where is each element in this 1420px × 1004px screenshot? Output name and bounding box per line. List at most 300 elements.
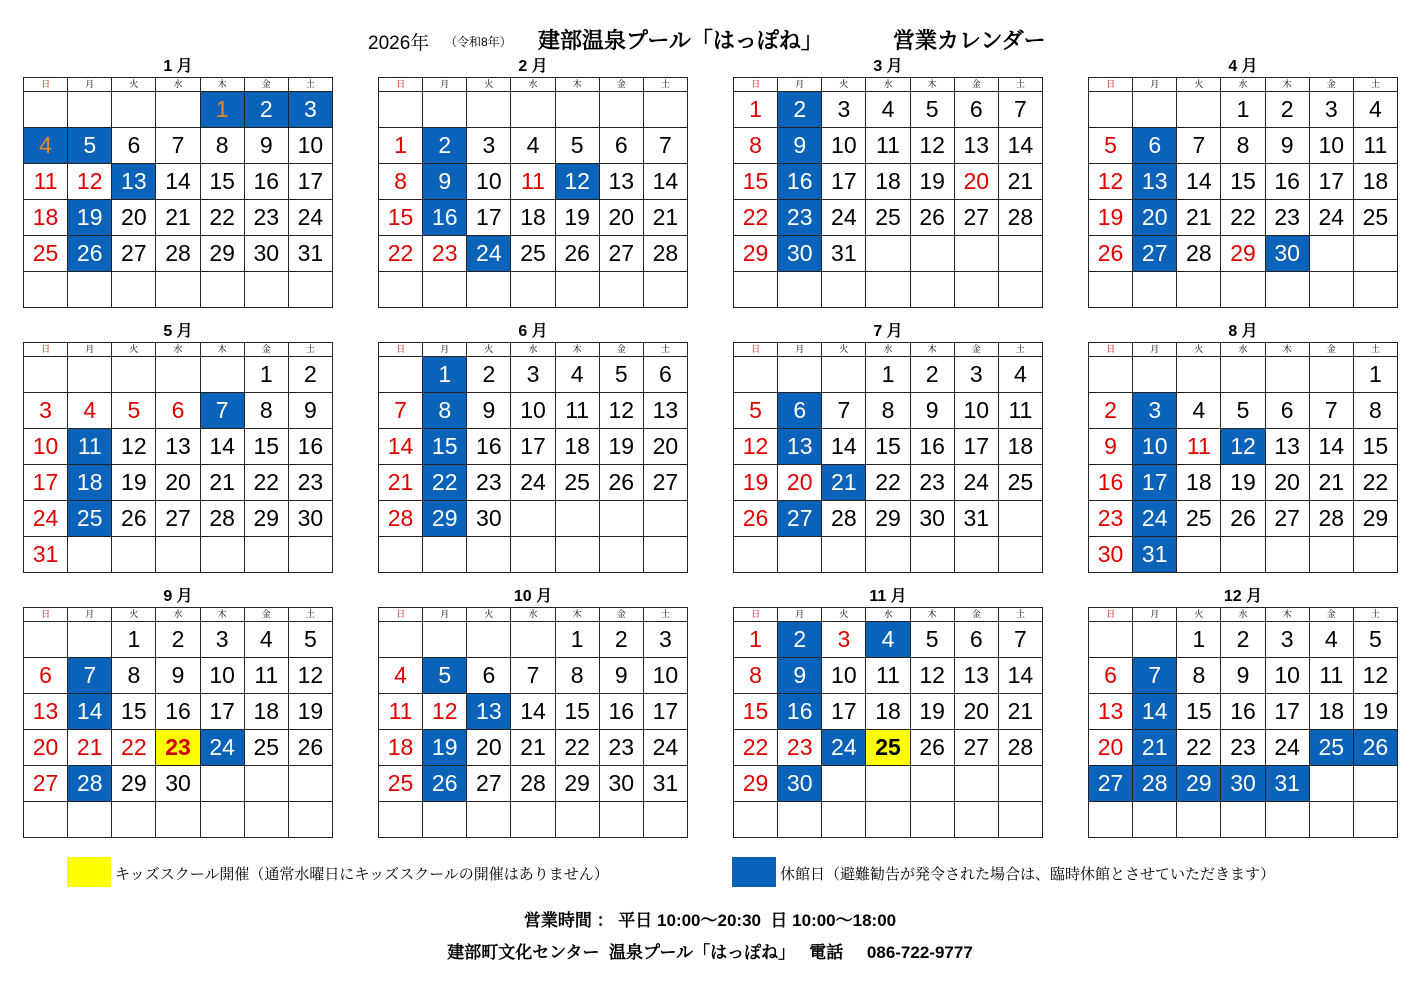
- day-cell: 5: [1089, 128, 1133, 164]
- week-row: [379, 658, 688, 694]
- weekday-header: 土: [1353, 343, 1397, 357]
- week-row: [24, 357, 333, 393]
- day-cell: 28: [998, 730, 1042, 766]
- day-cell: 9: [778, 128, 822, 164]
- day-cell: 24: [1265, 730, 1309, 766]
- week-row: [1089, 393, 1398, 429]
- day-cell: 28: [68, 766, 112, 802]
- day-cell: [288, 537, 332, 573]
- week-row: [734, 92, 1043, 128]
- day-cell: 25: [379, 766, 423, 802]
- day-cell: 8: [1221, 128, 1265, 164]
- day-cell: 2: [778, 92, 822, 128]
- day-cell: 7: [200, 393, 244, 429]
- day-cell: 22: [423, 465, 467, 501]
- day-cell: 25: [1309, 730, 1353, 766]
- day-cell: 20: [1133, 200, 1177, 236]
- day-cell: 25: [68, 501, 112, 537]
- day-cell: 17: [467, 200, 511, 236]
- day-cell: 26: [734, 501, 778, 537]
- day-cell: [778, 537, 822, 573]
- weekday-header: 土: [998, 343, 1042, 357]
- day-cell: 27: [778, 501, 822, 537]
- day-cell: 1: [734, 92, 778, 128]
- day-cell: 5: [910, 92, 954, 128]
- day-cell: 2: [1265, 92, 1309, 128]
- day-cell: 29: [1221, 236, 1265, 272]
- day-cell: 5: [423, 658, 467, 694]
- day-cell: 10: [467, 164, 511, 200]
- weekday-header: 日: [24, 608, 68, 622]
- day-cell: 27: [112, 236, 156, 272]
- day-cell: 24: [467, 236, 511, 272]
- day-cell: 31: [954, 501, 998, 537]
- weekday-header: 水: [511, 343, 555, 357]
- week-row: [1089, 802, 1398, 838]
- weekday-header: 月: [423, 343, 467, 357]
- day-cell: [288, 272, 332, 308]
- weekday-header: 金: [599, 78, 643, 92]
- day-cell: 25: [866, 730, 910, 766]
- day-cell: 8: [1177, 658, 1221, 694]
- day-cell: [68, 92, 112, 128]
- day-cell: 3: [822, 622, 866, 658]
- day-cell: [68, 622, 112, 658]
- day-cell: 31: [1133, 537, 1177, 573]
- day-cell: [734, 537, 778, 573]
- day-cell: 14: [200, 429, 244, 465]
- day-cell: 26: [288, 730, 332, 766]
- day-cell: [822, 357, 866, 393]
- day-cell: 27: [643, 465, 687, 501]
- day-cell: [511, 501, 555, 537]
- month-calendar: [378, 57, 688, 308]
- day-cell: 23: [156, 730, 200, 766]
- day-cell: 6: [1089, 658, 1133, 694]
- day-cell: 27: [1089, 766, 1133, 802]
- weekday-header: 水: [511, 78, 555, 92]
- day-cell: [244, 766, 288, 802]
- day-cell: 10: [822, 128, 866, 164]
- day-cell: 3: [467, 128, 511, 164]
- day-cell: 3: [1133, 393, 1177, 429]
- day-cell: 15: [1353, 429, 1397, 465]
- day-cell: 4: [1353, 92, 1397, 128]
- day-cell: 10: [954, 393, 998, 429]
- week-row: [379, 537, 688, 573]
- weekday-header: 月: [1133, 78, 1177, 92]
- month-title: 3 月: [873, 58, 903, 75]
- day-cell: [68, 537, 112, 573]
- day-cell: 25: [244, 730, 288, 766]
- day-cell: 5: [68, 128, 112, 164]
- week-row: [379, 501, 688, 537]
- day-cell: [643, 501, 687, 537]
- day-cell: 3: [288, 92, 332, 128]
- month-table: [733, 342, 1043, 573]
- day-cell: 24: [1309, 200, 1353, 236]
- day-cell: [511, 802, 555, 838]
- day-cell: 15: [866, 429, 910, 465]
- day-cell: 8: [734, 128, 778, 164]
- day-cell: 9: [1221, 658, 1265, 694]
- weekday-header: 月: [1133, 343, 1177, 357]
- day-cell: 20: [643, 429, 687, 465]
- day-cell: 30: [288, 501, 332, 537]
- day-cell: 12: [288, 658, 332, 694]
- month-title: 6 月: [518, 323, 548, 340]
- day-cell: 16: [1265, 164, 1309, 200]
- weekday-header: 木: [200, 78, 244, 92]
- day-cell: [1177, 537, 1221, 573]
- day-cell: 4: [866, 92, 910, 128]
- day-cell: [778, 802, 822, 838]
- day-cell: 9: [156, 658, 200, 694]
- day-cell: [998, 501, 1042, 537]
- day-cell: [599, 537, 643, 573]
- day-cell: 12: [423, 694, 467, 730]
- day-cell: 9: [599, 658, 643, 694]
- week-row: [379, 802, 688, 838]
- day-cell: 7: [822, 393, 866, 429]
- day-cell: 19: [423, 730, 467, 766]
- day-cell: 18: [379, 730, 423, 766]
- day-cell: [244, 802, 288, 838]
- day-cell: [112, 802, 156, 838]
- day-cell: 28: [998, 200, 1042, 236]
- day-cell: [954, 802, 998, 838]
- day-cell: 8: [555, 658, 599, 694]
- month-table: [733, 77, 1043, 308]
- day-cell: [1221, 357, 1265, 393]
- day-cell: 10: [24, 429, 68, 465]
- day-cell: [24, 802, 68, 838]
- weekday-header: 水: [156, 78, 200, 92]
- day-cell: 22: [866, 465, 910, 501]
- day-cell: 14: [379, 429, 423, 465]
- day-cell: 23: [423, 236, 467, 272]
- day-cell: 30: [1221, 766, 1265, 802]
- weekday-header: 水: [156, 608, 200, 622]
- week-row: [734, 236, 1043, 272]
- day-cell: 22: [244, 465, 288, 501]
- week-row: [24, 236, 333, 272]
- day-cell: [467, 272, 511, 308]
- day-cell: [998, 802, 1042, 838]
- weekday-header: 土: [1353, 78, 1397, 92]
- day-cell: 4: [866, 622, 910, 658]
- day-cell: 22: [1221, 200, 1265, 236]
- day-cell: [423, 622, 467, 658]
- week-row: [379, 272, 688, 308]
- day-cell: [1265, 537, 1309, 573]
- day-cell: 27: [156, 501, 200, 537]
- day-cell: 28: [1177, 236, 1221, 272]
- day-cell: [1221, 802, 1265, 838]
- weekday-header: 月: [423, 608, 467, 622]
- month-title: 5 月: [163, 323, 193, 340]
- month-table: [378, 342, 688, 573]
- weekday-header: 火: [112, 78, 156, 92]
- day-cell: 23: [1221, 730, 1265, 766]
- weekday-header: 水: [156, 343, 200, 357]
- day-cell: 21: [822, 465, 866, 501]
- day-cell: 2: [244, 92, 288, 128]
- day-cell: 26: [1353, 730, 1397, 766]
- day-cell: 22: [734, 730, 778, 766]
- day-cell: 13: [1265, 429, 1309, 465]
- day-cell: 30: [244, 236, 288, 272]
- week-row: [24, 92, 333, 128]
- weekday-header: 月: [423, 78, 467, 92]
- day-cell: 30: [1265, 236, 1309, 272]
- day-cell: [822, 272, 866, 308]
- day-cell: 12: [112, 429, 156, 465]
- weekday-header: 日: [24, 78, 68, 92]
- weekday-header: 日: [734, 608, 778, 622]
- day-cell: 18: [1353, 164, 1397, 200]
- day-cell: 14: [1309, 429, 1353, 465]
- weekday-header: 土: [288, 608, 332, 622]
- day-cell: [734, 802, 778, 838]
- month-calendar: [23, 587, 333, 838]
- day-cell: 3: [954, 357, 998, 393]
- week-row: [24, 465, 333, 501]
- weekday-header: 火: [822, 608, 866, 622]
- day-cell: 12: [68, 164, 112, 200]
- day-cell: 14: [643, 164, 687, 200]
- day-cell: 12: [734, 429, 778, 465]
- day-cell: [68, 357, 112, 393]
- weekday-header: 日: [734, 78, 778, 92]
- week-row: [734, 393, 1043, 429]
- week-row: [1089, 622, 1398, 658]
- legend-kids-text: キッズスクール開催（通常水曜日にキッズスクールの開催はありません）: [115, 866, 609, 883]
- day-cell: 14: [1133, 694, 1177, 730]
- weekday-header: 水: [1221, 608, 1265, 622]
- day-cell: [68, 272, 112, 308]
- day-cell: 19: [910, 164, 954, 200]
- day-cell: 16: [244, 164, 288, 200]
- month-calendar: [1088, 57, 1398, 308]
- day-cell: 1: [244, 357, 288, 393]
- day-cell: [112, 92, 156, 128]
- day-cell: 20: [1089, 730, 1133, 766]
- day-cell: [1089, 92, 1133, 128]
- day-cell: 14: [68, 694, 112, 730]
- day-cell: [998, 537, 1042, 573]
- day-cell: [288, 802, 332, 838]
- day-cell: 12: [910, 128, 954, 164]
- day-cell: 2: [423, 128, 467, 164]
- week-row: [1089, 694, 1398, 730]
- day-cell: 10: [822, 658, 866, 694]
- day-cell: 15: [379, 200, 423, 236]
- day-cell: 20: [778, 465, 822, 501]
- weekday-header: 水: [866, 78, 910, 92]
- day-cell: 23: [778, 200, 822, 236]
- day-cell: 17: [1265, 694, 1309, 730]
- day-cell: 7: [1133, 658, 1177, 694]
- weekday-header: 木: [200, 608, 244, 622]
- day-cell: [467, 622, 511, 658]
- week-row: [24, 393, 333, 429]
- month-calendar: [1088, 587, 1398, 838]
- day-cell: 19: [288, 694, 332, 730]
- day-cell: 13: [954, 658, 998, 694]
- day-cell: [379, 537, 423, 573]
- day-cell: 10: [643, 658, 687, 694]
- weekday-header: 金: [954, 343, 998, 357]
- week-row: [1089, 501, 1398, 537]
- day-cell: 8: [379, 164, 423, 200]
- business-hours-text: 営業時間 ： 平日 10:00～20:30 日 10:00～18:00: [523, 911, 897, 930]
- day-cell: 23: [910, 465, 954, 501]
- day-cell: [866, 537, 910, 573]
- weekday-header: 月: [1133, 608, 1177, 622]
- day-cell: 5: [599, 357, 643, 393]
- day-cell: 26: [599, 465, 643, 501]
- day-cell: 2: [1089, 393, 1133, 429]
- day-cell: 13: [1089, 694, 1133, 730]
- day-cell: 13: [643, 393, 687, 429]
- day-cell: 29: [866, 501, 910, 537]
- day-cell: [200, 357, 244, 393]
- day-cell: 6: [643, 357, 687, 393]
- day-cell: 1: [866, 357, 910, 393]
- weekday-header: 土: [643, 343, 687, 357]
- month-calendar: [1088, 322, 1398, 573]
- week-row: [24, 429, 333, 465]
- day-cell: [511, 92, 555, 128]
- day-cell: 23: [1265, 200, 1309, 236]
- day-cell: [555, 802, 599, 838]
- day-cell: 6: [1133, 128, 1177, 164]
- month-table: [23, 77, 333, 308]
- day-cell: 22: [555, 730, 599, 766]
- weekday-header: 木: [1265, 78, 1309, 92]
- day-cell: 27: [1133, 236, 1177, 272]
- week-row: [379, 357, 688, 393]
- day-cell: [1133, 357, 1177, 393]
- day-cell: 17: [24, 465, 68, 501]
- week-row: [24, 766, 333, 802]
- day-cell: 7: [379, 393, 423, 429]
- day-cell: [1265, 802, 1309, 838]
- day-cell: 7: [511, 658, 555, 694]
- day-cell: 4: [68, 393, 112, 429]
- day-cell: 29: [1177, 766, 1221, 802]
- day-cell: 27: [1265, 501, 1309, 537]
- day-cell: 11: [1177, 429, 1221, 465]
- day-cell: 25: [1177, 501, 1221, 537]
- week-row: [379, 164, 688, 200]
- day-cell: 16: [288, 429, 332, 465]
- day-cell: [156, 802, 200, 838]
- day-cell: 9: [1265, 128, 1309, 164]
- day-cell: 15: [734, 694, 778, 730]
- legend-closed-text: 休館日（避難勧告が発令された場合は、臨時休館とさせていただきます）: [780, 866, 1276, 883]
- day-cell: 15: [1177, 694, 1221, 730]
- day-cell: 5: [555, 128, 599, 164]
- day-cell: 19: [1221, 465, 1265, 501]
- weekday-header: 火: [822, 343, 866, 357]
- day-cell: 23: [1089, 501, 1133, 537]
- day-cell: 6: [156, 393, 200, 429]
- weekday-header: 木: [200, 343, 244, 357]
- day-cell: [1089, 622, 1133, 658]
- day-cell: 5: [1221, 393, 1265, 429]
- day-cell: 1: [379, 128, 423, 164]
- day-cell: 3: [1309, 92, 1353, 128]
- month-calendar: [378, 322, 688, 573]
- day-cell: [1309, 802, 1353, 838]
- day-cell: 29: [423, 501, 467, 537]
- day-cell: [998, 236, 1042, 272]
- day-cell: 24: [954, 465, 998, 501]
- day-cell: [1089, 802, 1133, 838]
- month-title: 2 月: [518, 58, 548, 75]
- day-cell: 18: [244, 694, 288, 730]
- day-cell: 6: [954, 622, 998, 658]
- month-title: 7 月: [873, 323, 903, 340]
- day-cell: 30: [1089, 537, 1133, 573]
- day-cell: 19: [1089, 200, 1133, 236]
- day-cell: 1: [423, 357, 467, 393]
- weekday-header: 金: [1309, 343, 1353, 357]
- week-row: [24, 501, 333, 537]
- day-cell: 13: [954, 128, 998, 164]
- day-cell: [1089, 357, 1133, 393]
- day-cell: 19: [1353, 694, 1397, 730]
- day-cell: 16: [778, 164, 822, 200]
- day-cell: 21: [1177, 200, 1221, 236]
- day-cell: [24, 622, 68, 658]
- day-cell: 8: [734, 658, 778, 694]
- month-title: 1 月: [163, 58, 193, 75]
- day-cell: 13: [778, 429, 822, 465]
- month-table: [1088, 607, 1398, 838]
- day-cell: 11: [68, 429, 112, 465]
- day-cell: 9: [910, 393, 954, 429]
- month-table: [23, 342, 333, 573]
- day-cell: [643, 272, 687, 308]
- kids-swatch: [67, 857, 111, 887]
- day-cell: 11: [866, 128, 910, 164]
- day-cell: 9: [778, 658, 822, 694]
- day-cell: [379, 272, 423, 308]
- weekday-header: 木: [555, 608, 599, 622]
- day-cell: 18: [1309, 694, 1353, 730]
- weekday-header: 水: [1221, 78, 1265, 92]
- day-cell: 29: [734, 766, 778, 802]
- weekday-header: 月: [68, 78, 112, 92]
- weekday-header: 日: [1089, 78, 1133, 92]
- day-cell: 26: [1089, 236, 1133, 272]
- day-cell: 7: [1177, 128, 1221, 164]
- day-cell: 11: [24, 164, 68, 200]
- day-cell: 21: [379, 465, 423, 501]
- weekday-header: 木: [910, 78, 954, 92]
- day-cell: [24, 272, 68, 308]
- weekday-header: 土: [288, 78, 332, 92]
- month-title: 4 月: [1228, 58, 1258, 75]
- day-cell: 7: [156, 128, 200, 164]
- week-row: [379, 730, 688, 766]
- week-row: [24, 272, 333, 308]
- day-cell: 14: [1177, 164, 1221, 200]
- month-calendar: [23, 57, 333, 308]
